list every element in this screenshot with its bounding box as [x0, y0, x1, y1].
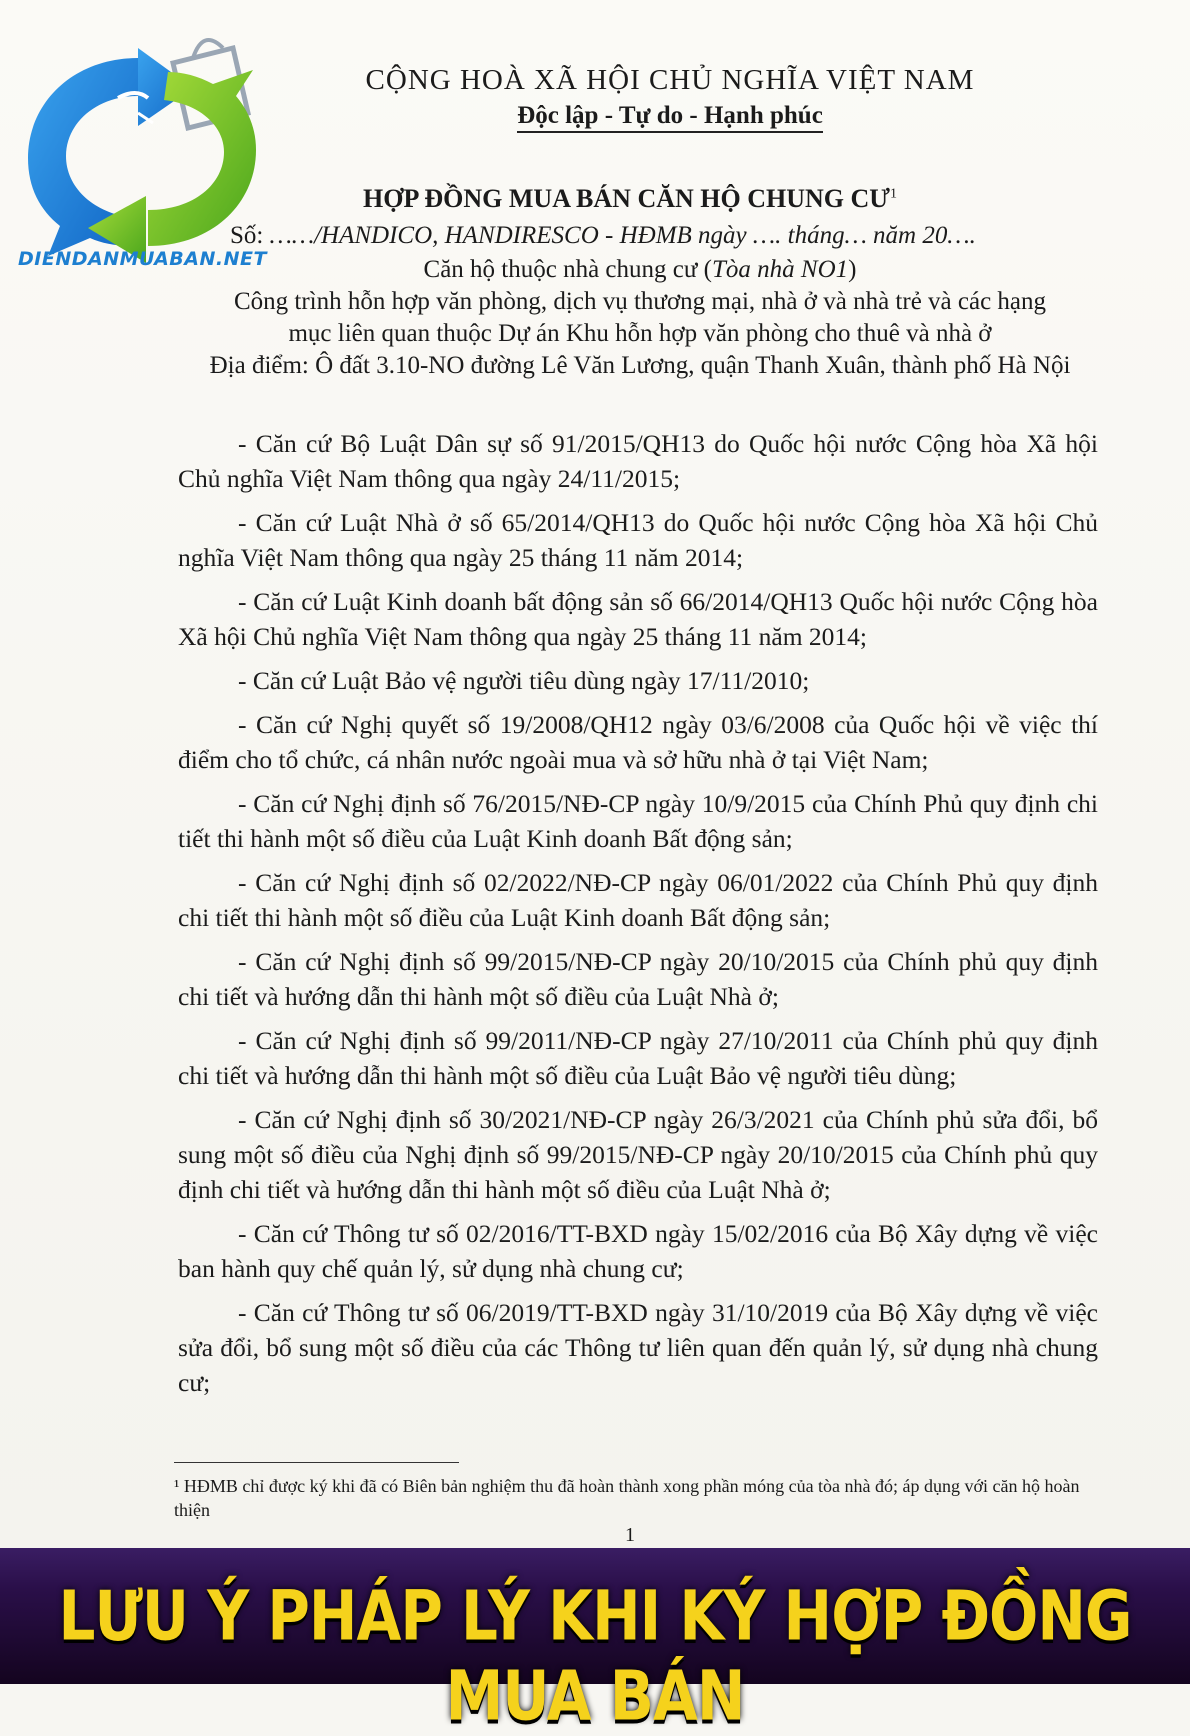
contract-title: [200, 184, 1060, 214]
legal-basis-item: - Căn cứ Luật Nhà ở số 65/2014/QH13 do Quốc hội nước Cộng hòa Xã hội Chủ nghĩa Việt Nam thông qua ngày 25 tháng 11 năm 2014;: [178, 508, 1098, 572]
legal-basis-item: - Căn cứ Nghị định số 30/2021/NĐ-CP ngày 26/3/2021 của Chính phủ sửa đổi, bổ sung một số điều của Nghị định số 99/2015/NĐ-CP ngày 20/10/2015 của Chính phủ quy định chi tiết và hướng dẫn thi hành một số điều của Luật Nhà ở;: [178, 1105, 1098, 1204]
logo-text: DIENDANMUABAN.NET: [18, 248, 267, 270]
project-line-2: mục liên quan thuộc Dự án Khu hỗn hợp văn phòng cho thuê và nhà ở: [288, 320, 992, 347]
building-suffix: ): [848, 256, 857, 283]
footnote: ¹ HĐMB chỉ được ký khi đã có Biên bản nghiệm thu đã hoàn thành xong phần móng của tòa nhà đó; áp dụng với căn hộ hoàn thiện: [174, 1476, 1080, 1520]
footnote-divider: [174, 1462, 459, 1463]
nation-heading: CỘNG HOÀ XÃ HỘI CHỦ NGHĨA VIỆT NAM: [365, 64, 975, 96]
national-motto: [360, 102, 980, 130]
building-line: [160, 256, 1120, 284]
location-line: Địa điểm: Ô đất 3.10-NO đường Lê Văn Lương, quận Thanh Xuân, thành phố Hà Nội: [209, 352, 1071, 379]
contract-title-text: HỢP ĐỒNG MUA BÁN CĂN HỘ CHUNG CƯ: [363, 184, 890, 213]
legal-basis-item: - Căn cứ Bộ Luật Dân sự số 91/2015/QH13 do Quốc hội nước Cộng hòa Xã hội Chủ nghĩa Việt Nam thông qua ngày 24/11/2015;: [178, 429, 1098, 493]
legal-bases: [178, 426, 1098, 1409]
page-number: 1: [625, 1524, 635, 1546]
legal-basis-item: - Căn cứ Luật Bảo vệ người tiêu dùng ngày 17/11/2010;: [238, 666, 810, 695]
contract-number-prefix: Số:: [230, 222, 270, 249]
legal-basis-item: - Căn cứ Luật Kinh doanh bất động sản số 66/2014/QH13 Quốc hội nước Cộng hòa Xã hội Chủ nghĩa Việt Nam thông qua ngày 25 tháng 11 năm 2014;: [178, 587, 1098, 651]
building-prefix: Căn hộ thuộc nhà chung cư (: [423, 256, 712, 283]
legal-basis-item: - Căn cứ Thông tư số 06/2019/TT-BXD ngày 31/10/2019 của Bộ Xây dựng về việc sửa đổi, bổ sung một số điều của các Thông tư liên quan đến quản lý, sử dụng nhà chung cư;: [178, 1298, 1098, 1397]
footnote-mark: 1: [889, 186, 897, 202]
legal-basis-item: - Căn cứ Nghị định số 02/2022/NĐ-CP ngày 06/01/2022 của Chính Phủ quy định chi tiết thi hành một số điều của Luật Kinh doanh Bất động sản;: [178, 868, 1098, 932]
legal-basis-item: - Căn cứ Thông tư số 02/2016/TT-BXD ngày 15/02/2016 của Bộ Xây dựng về việc ban hành quy chế quản lý, sử dụng nhà chung cư;: [178, 1219, 1098, 1283]
legal-basis-item: - Căn cứ Nghị định số 76/2015/NĐ-CP ngày 10/9/2015 của Chính Phủ quy định chi tiết thi hành một số điều của Luật Kinh doanh Bất động sản;: [178, 789, 1098, 853]
contract-number-value: ……/HANDICO, HANDIRESCO - HĐMB ngày …. tháng… năm 20….: [269, 222, 976, 249]
banner-headline: LƯU Ý PHÁP LÝ KHI KÝ HỢP ĐỒNG MUA BÁN: [58, 1575, 1132, 1736]
legal-basis-item: - Căn cứ Nghị định số 99/2011/NĐ-CP ngày 27/10/2011 của Chính phủ quy định chi tiết và hướng dẫn thi hành một số điều của Luật Bảo vệ người tiêu dùng;: [178, 1026, 1098, 1090]
legal-basis-item: - Căn cứ Nghị định số 99/2015/NĐ-CP ngày 20/10/2015 của Chính phủ quy định chi tiết và hướng dẫn thi hành một số điều của Luật Nhà ở;: [178, 947, 1098, 1011]
building-name: Tòa nhà NO1: [712, 256, 849, 283]
project-line-1: Công trình hỗn hợp văn phòng, dịch vụ thương mại, nhà ở và nhà trẻ và các hạng: [233, 288, 1047, 315]
motto-text: Độc lập - Tự do - Hạnh phúc: [517, 102, 823, 133]
contract-number: [230, 222, 1110, 250]
legal-basis-item: - Căn cứ Nghị quyết số 19/2008/QH12 ngày 03/6/2008 của Quốc hội về việc thí điểm cho tổ chức, cá nhân nước ngoài mua và sở hữu nhà ở tại Việt Nam;: [178, 710, 1098, 774]
bottom-banner: [0, 1548, 1190, 1736]
